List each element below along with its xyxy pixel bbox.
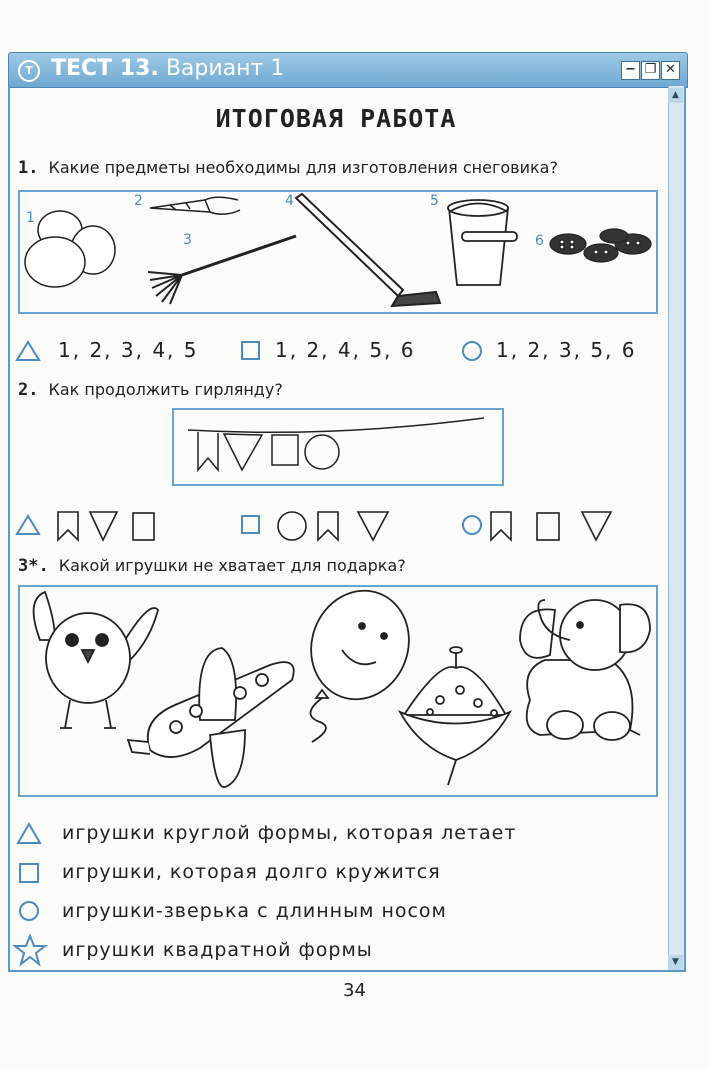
test-badge-icon: Т xyxy=(18,60,40,82)
question-2-text: Как продолжить гирлянду? xyxy=(48,380,283,399)
scroll-down-icon[interactable]: ▼ xyxy=(668,955,683,970)
pic-number-6: 6 xyxy=(535,233,544,249)
circle-symbol-icon xyxy=(18,900,42,924)
elephant-toy-icon xyxy=(520,600,650,740)
page-heading: ИТОГОВАЯ РАБОТА xyxy=(215,104,457,133)
q1-answer-triangle[interactable]: 1, 2, 3, 4, 5 xyxy=(58,338,199,362)
q3-answer-star[interactable]: игрушки квадратной формы xyxy=(62,939,373,961)
q3-answer-circle[interactable]: игрушки-зверька с длинным носом xyxy=(62,900,447,922)
restore-button[interactable]: ❐ xyxy=(641,61,660,80)
q1-answer-circle[interactable]: 1, 2, 3, 5, 6 xyxy=(496,338,637,362)
test-label: ТЕСТ 13. xyxy=(51,56,159,81)
pic-number-1: 1 xyxy=(26,210,35,226)
pic-number-4: 4 xyxy=(285,193,294,209)
triangle-symbol-icon xyxy=(16,822,42,846)
pic-number-2: 2 xyxy=(134,193,143,209)
question-3-text: Какой игрушки не хватает для подарка? xyxy=(58,556,406,575)
q3-answer-square[interactable]: игрушки, которая долго кружится xyxy=(62,861,441,883)
close-button[interactable]: ✕ xyxy=(661,61,680,80)
spinning-top-toy-icon xyxy=(400,647,510,785)
scroll-up-icon[interactable]: ▲ xyxy=(668,88,683,103)
airplane-toy-icon xyxy=(128,648,294,787)
bird-toy-icon xyxy=(34,592,158,728)
page-number: 34 xyxy=(343,980,366,1001)
minimize-button[interactable]: − xyxy=(621,61,640,80)
question-3-number: 3*. xyxy=(18,556,49,576)
variant-label: Вариант 1 xyxy=(165,56,285,81)
question-1-text: Какие предметы необходимы для изготовления снеговика? xyxy=(48,158,558,177)
star-symbol-icon xyxy=(14,934,46,966)
q1-answer-square[interactable]: 1, 2, 4, 5, 6 xyxy=(275,338,416,362)
question-1-number: 1. xyxy=(18,158,39,178)
question-2-number: 2. xyxy=(18,380,39,400)
q3-answer-triangle[interactable]: игрушки круглой формы, которая летает xyxy=(62,822,517,844)
pic-number-5: 5 xyxy=(430,193,439,209)
pic-number-3: 3 xyxy=(183,232,192,248)
square-symbol-icon xyxy=(18,862,42,886)
